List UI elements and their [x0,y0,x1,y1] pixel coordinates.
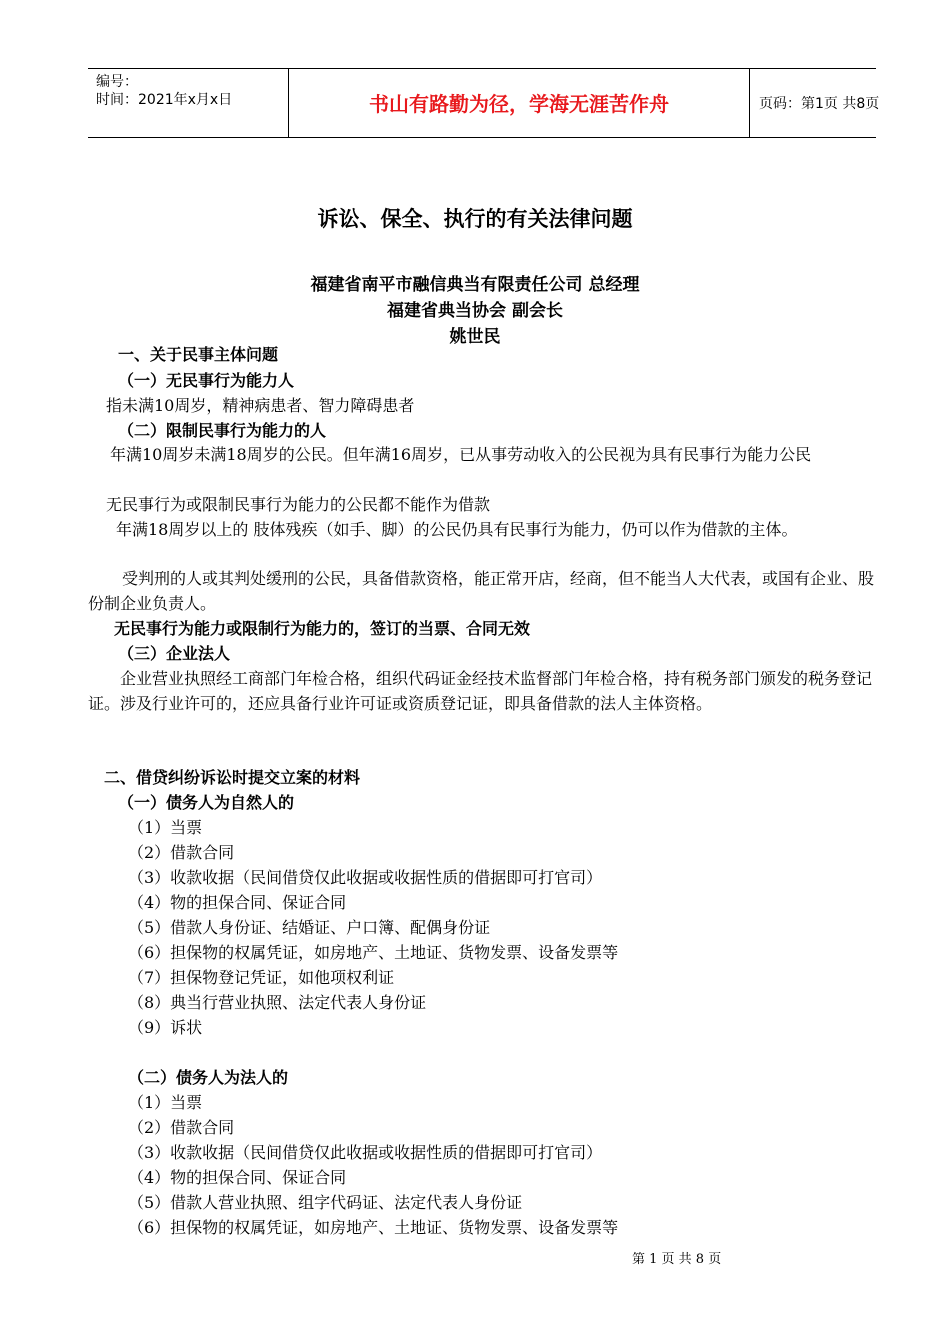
list-item: （8）典当行营业执照、法定代表人身份证 [128,993,427,1012]
list-item: （2）借款合同 [128,1118,235,1137]
list-item: （1）当票 [128,1093,203,1112]
page-header [88,68,880,138]
list-item: （6）担保物的权属凭证，如房地产、土地证、货物发票、设备发票等 [128,943,619,962]
list-item: （9）诉状 [128,1018,203,1037]
section-1-sub-3: （三）企业法人 [118,644,231,663]
section-2-sub-2: （二）债务人为法人的 [128,1068,289,1087]
paragraph-convicted: 受判刑的人或其判处缓刑的公民，具备借款资格，能正常开店，经商，但不能当人大代表，或国有企业、股份制企业负责人。 [88,569,875,613]
document-title: 诉讼、保全、执行的有关法律问题 [317,207,633,231]
author-association-line: 福建省典当协会 副会长 [387,301,563,321]
header-page-info: 页码：第1页 共8页 [759,96,880,112]
list-item: （5）借款人营业执照、组字代码证、法定代表人身份证 [128,1193,523,1212]
list-item: （3）收款收据（民间借贷仅此收据或收据性质的借据即可打官司） [128,868,603,887]
header-meta-cell [88,69,288,137]
section-1-sub-3-text: 企业营业执照经工商部门年检合格，组织代码证金经技术监督部门年检合格，持有税务部门颁发的税务登记证。涉及行业许可的，还应具备行业许可证或资质登记证，即具备借款的法人主体资格。 [88,669,873,713]
section-1-sub-1-text: 指未满10周岁，精神病患者、智力障碍患者 [106,396,415,415]
paragraph-no-loan: 无民事行为或限制民事行为能力的公民都不能作为借款 [106,495,491,514]
section-2-sub-1: （一）债务人为自然人的 [118,793,295,812]
section-1-heading: 一、关于民事主体问题 [118,345,279,364]
document-number-label: 编号： [96,74,138,90]
list-item: （2）借款合同 [128,843,235,862]
author-name: 姚世民 [449,327,501,347]
page-footer: 第 1 页 共 8 页 [632,1252,722,1267]
section-1-sub-2-text: 年满10周岁未满18周岁的公民。但年满16周岁，已从事劳动收入的公民视为具有民事行为能力公民 [110,445,812,464]
paragraph-disabled: 年满18周岁以上的 肢体残疾（如手、脚）的公民仍具有民事行为能力，仍可以作为借款的主体。 [116,520,798,539]
list-item: （7）担保物登记凭证，如他项权利证 [128,968,395,987]
list-item: （6）担保物的权属凭证，如房地产、土地证、货物发票、设备发票等 [128,1218,619,1237]
list-item: （1）当票 [128,818,203,837]
header-motto: 书山有路勤为径，学海无涯苦作舟 [369,92,669,116]
list-item: （4）物的担保合同、保证合同 [128,893,347,912]
list-item: （3）收款收据（民间借贷仅此收据或收据性质的借据即可打官司） [128,1143,603,1162]
document-time-label: 时间：2021年x月x日 [96,92,233,108]
section-2-heading: 二、借贷纠纷诉讼时提交立案的材料 [104,768,361,787]
list-item: （4）物的担保合同、保证合同 [128,1168,347,1187]
paragraph-invalid-contract: 无民事行为能力或限制行为能力的，签订的当票、合同无效 [114,619,531,638]
author-company-line: 福建省南平市融信典当有限责任公司 总经理 [310,275,640,295]
header-motto-cell [288,69,750,137]
section-1-sub-1: （一）无民事行为能力人 [118,371,295,390]
list-item: （5）借款人身份证、结婚证、户口簿、配偶身份证 [128,918,491,937]
section-1-sub-2: （二）限制民事行为能力的人 [118,421,327,440]
header-page-cell [749,69,880,137]
